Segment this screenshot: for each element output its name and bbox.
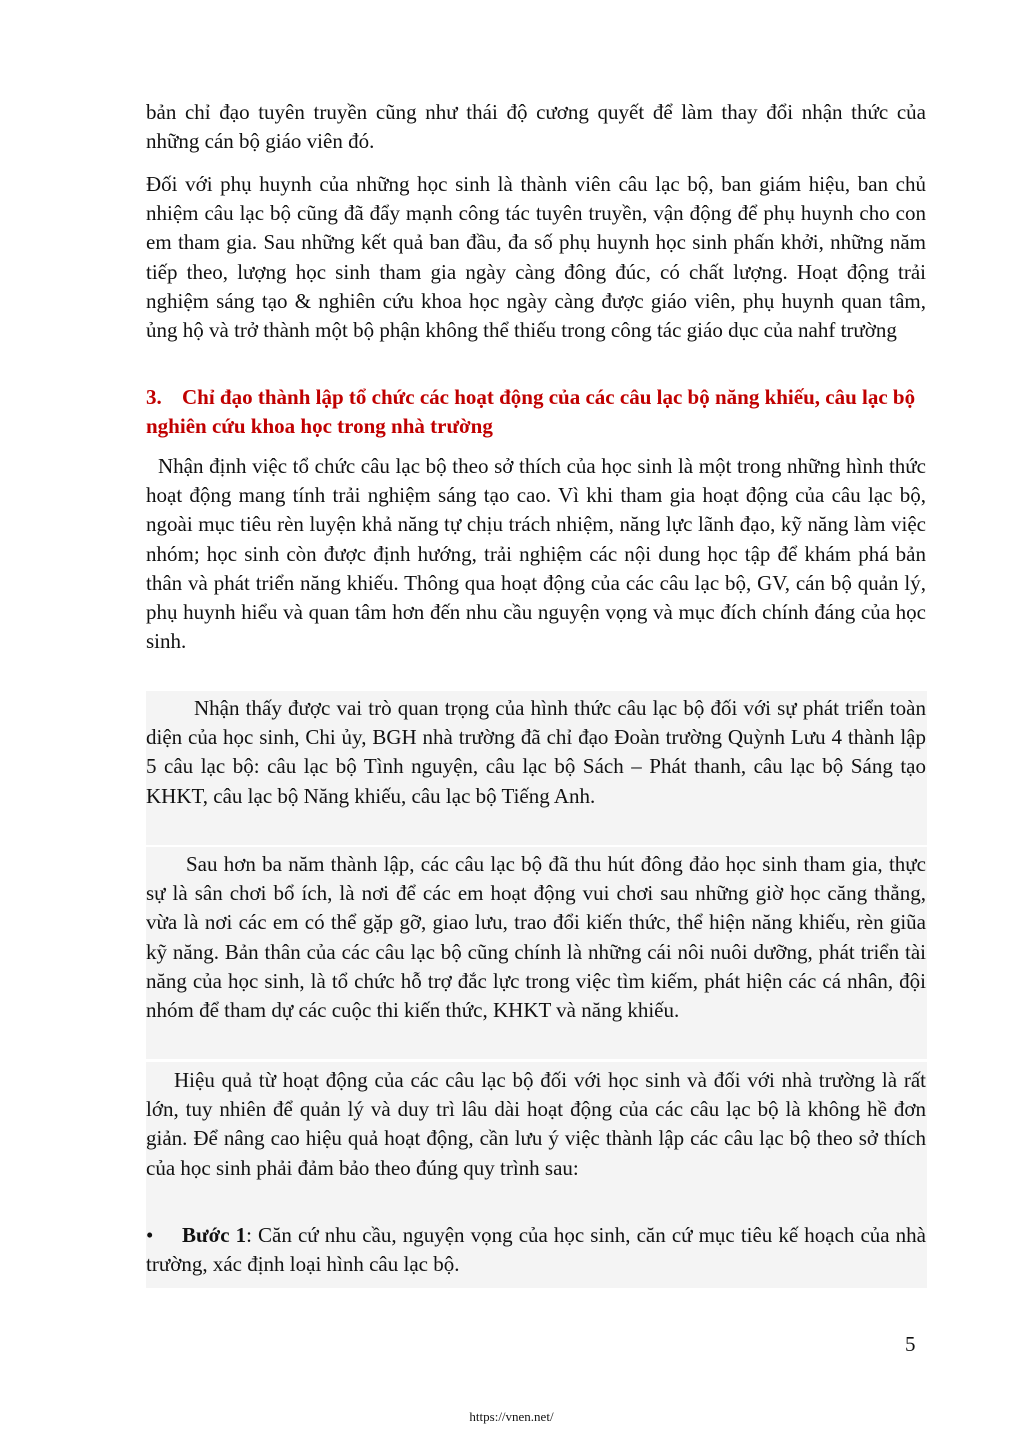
section-number: 3. bbox=[146, 385, 162, 409]
bullet-step-1 bbox=[146, 1221, 926, 1279]
paragraph-club-effectiveness: Hiệu quả từ hoạt động của các câu lạc bộ đối với học sinh và đối với nhà trường là rất lớn, tuy nhiên để quản lý và duy trì lâu dài hoạt động của các câu lạc bộ là không hề đơn giản. Để nâng cao hiệu quả hoạt động, cần lưu ý việc thành lập các câu lạc bộ theo sở thích của học sinh phải đảm bảo theo đúng quy trình sau: bbox=[146, 1068, 926, 1180]
section-title: Chỉ đạo thành lập tổ chức các hoạt động của các câu lạc bộ năng khiếu, câu lạc bộ nghiên cứu khoa học trong nhà trường bbox=[146, 385, 916, 438]
footer-url: https://vnen.net/ bbox=[469, 1409, 554, 1424]
section-heading bbox=[146, 383, 936, 441]
bullet-text: : Căn cứ nhu cầu, nguyện vọng của học sinh, căn cứ mục tiêu kế hoạch của nhà trường, xác định loại hình câu lạc bộ. bbox=[146, 1223, 927, 1277]
paragraph-club-results: Sau hơn ba năm thành lập, các câu lạc bộ đã thu hút đông đảo học sinh tham gia, thực sự là sân chơi bổ ích, là nơi để các em hoạt động vui chơi sau những giờ học căng thẳng, vừa là nơi các em có thể gặp gỡ, giao lưu, trao đổi kiến thức, thể hiện năng khiếu, rèn giũa kỹ năng. Bản thân của các câu lạc bộ cũng chính là những cái nôi nuôi dưỡng, phát triển tài năng của học sinh, là tổ chức hỗ trợ đắc lực trong việc tìm kiếm, phát hiện các cá nhân, đội nhóm để tham dự các cuộc thi kiến thức, KHKT và năng khiếu. bbox=[146, 852, 926, 1023]
page-number: 5 bbox=[905, 1332, 916, 1356]
paragraph-club-assessment: Nhận định việc tổ chức câu lạc bộ theo sở thích của học sinh là một trong những hình thức hoạt động mang tính trải nghiệm sáng tạo cao. Vì khi tham gia hoạt động của câu lạc bộ, ngoài mục tiêu rèn luyện khả năng tự chịu trách nhiệm, năng lực lãnh đạo, kỹ năng làm việc nhóm; học sinh còn được định hướng, trải nghiệm các nội dung học tập để khám phá bản thân và phát triển năng khiếu. Thông qua hoạt động của các câu lạc bộ, GV, cán bộ quản lý, phụ huynh hiểu và quan tâm hơn đến nhu cầu nguyện vọng và mục đích chính đáng của học sinh. bbox=[146, 454, 926, 654]
paragraph-club-founding: Nhận thấy được vai trò quan trọng của hình thức câu lạc bộ đối với sự phát triển toàn diện của học sinh, Chi ủy, BGH nhà trường đã chỉ đạo Đoàn trường Quỳnh Lưu 4 thành lập 5 câu lạc bộ: câu lạc bộ Tình nguyện, câu lạc bộ Sách – Phát thanh, câu lạc bộ Sáng tạo KHKT, câu lạc bộ Năng khiếu, câu lạc bộ Tiếng Anh. bbox=[146, 696, 926, 808]
paragraph-parents: Đối với phụ huynh của những học sinh là thành viên câu lạc bộ, ban giám hiệu, ban chủ nhiệm câu lạc bộ cũng đã đẩy mạnh công tác tuyên truyền, vận động để phụ huynh cho con em tham gia. Sau những kết quả ban đầu, đa số phụ huynh học sinh phấn khởi, những năm tiếp theo, lượng học sinh tham gia ngày càng đông đúc, có chất lượng. Hoạt động trải nghiệm sáng tạo & nghiên cứu khoa học ngày càng được giáo viên, phụ huynh quan tâm, ủng hộ và trở thành một bộ phận không thể thiếu trong công tác giáo dục của nahf trường bbox=[146, 172, 926, 343]
paragraph-continuation: bản chỉ đạo tuyên truyền cũng như thái độ cương quyết để làm thay đổi nhận thức của những cán bộ giáo viên đó. bbox=[146, 100, 926, 154]
bullet-label: Bước 1 bbox=[182, 1223, 247, 1247]
bullet-icon: • bbox=[146, 1223, 154, 1247]
